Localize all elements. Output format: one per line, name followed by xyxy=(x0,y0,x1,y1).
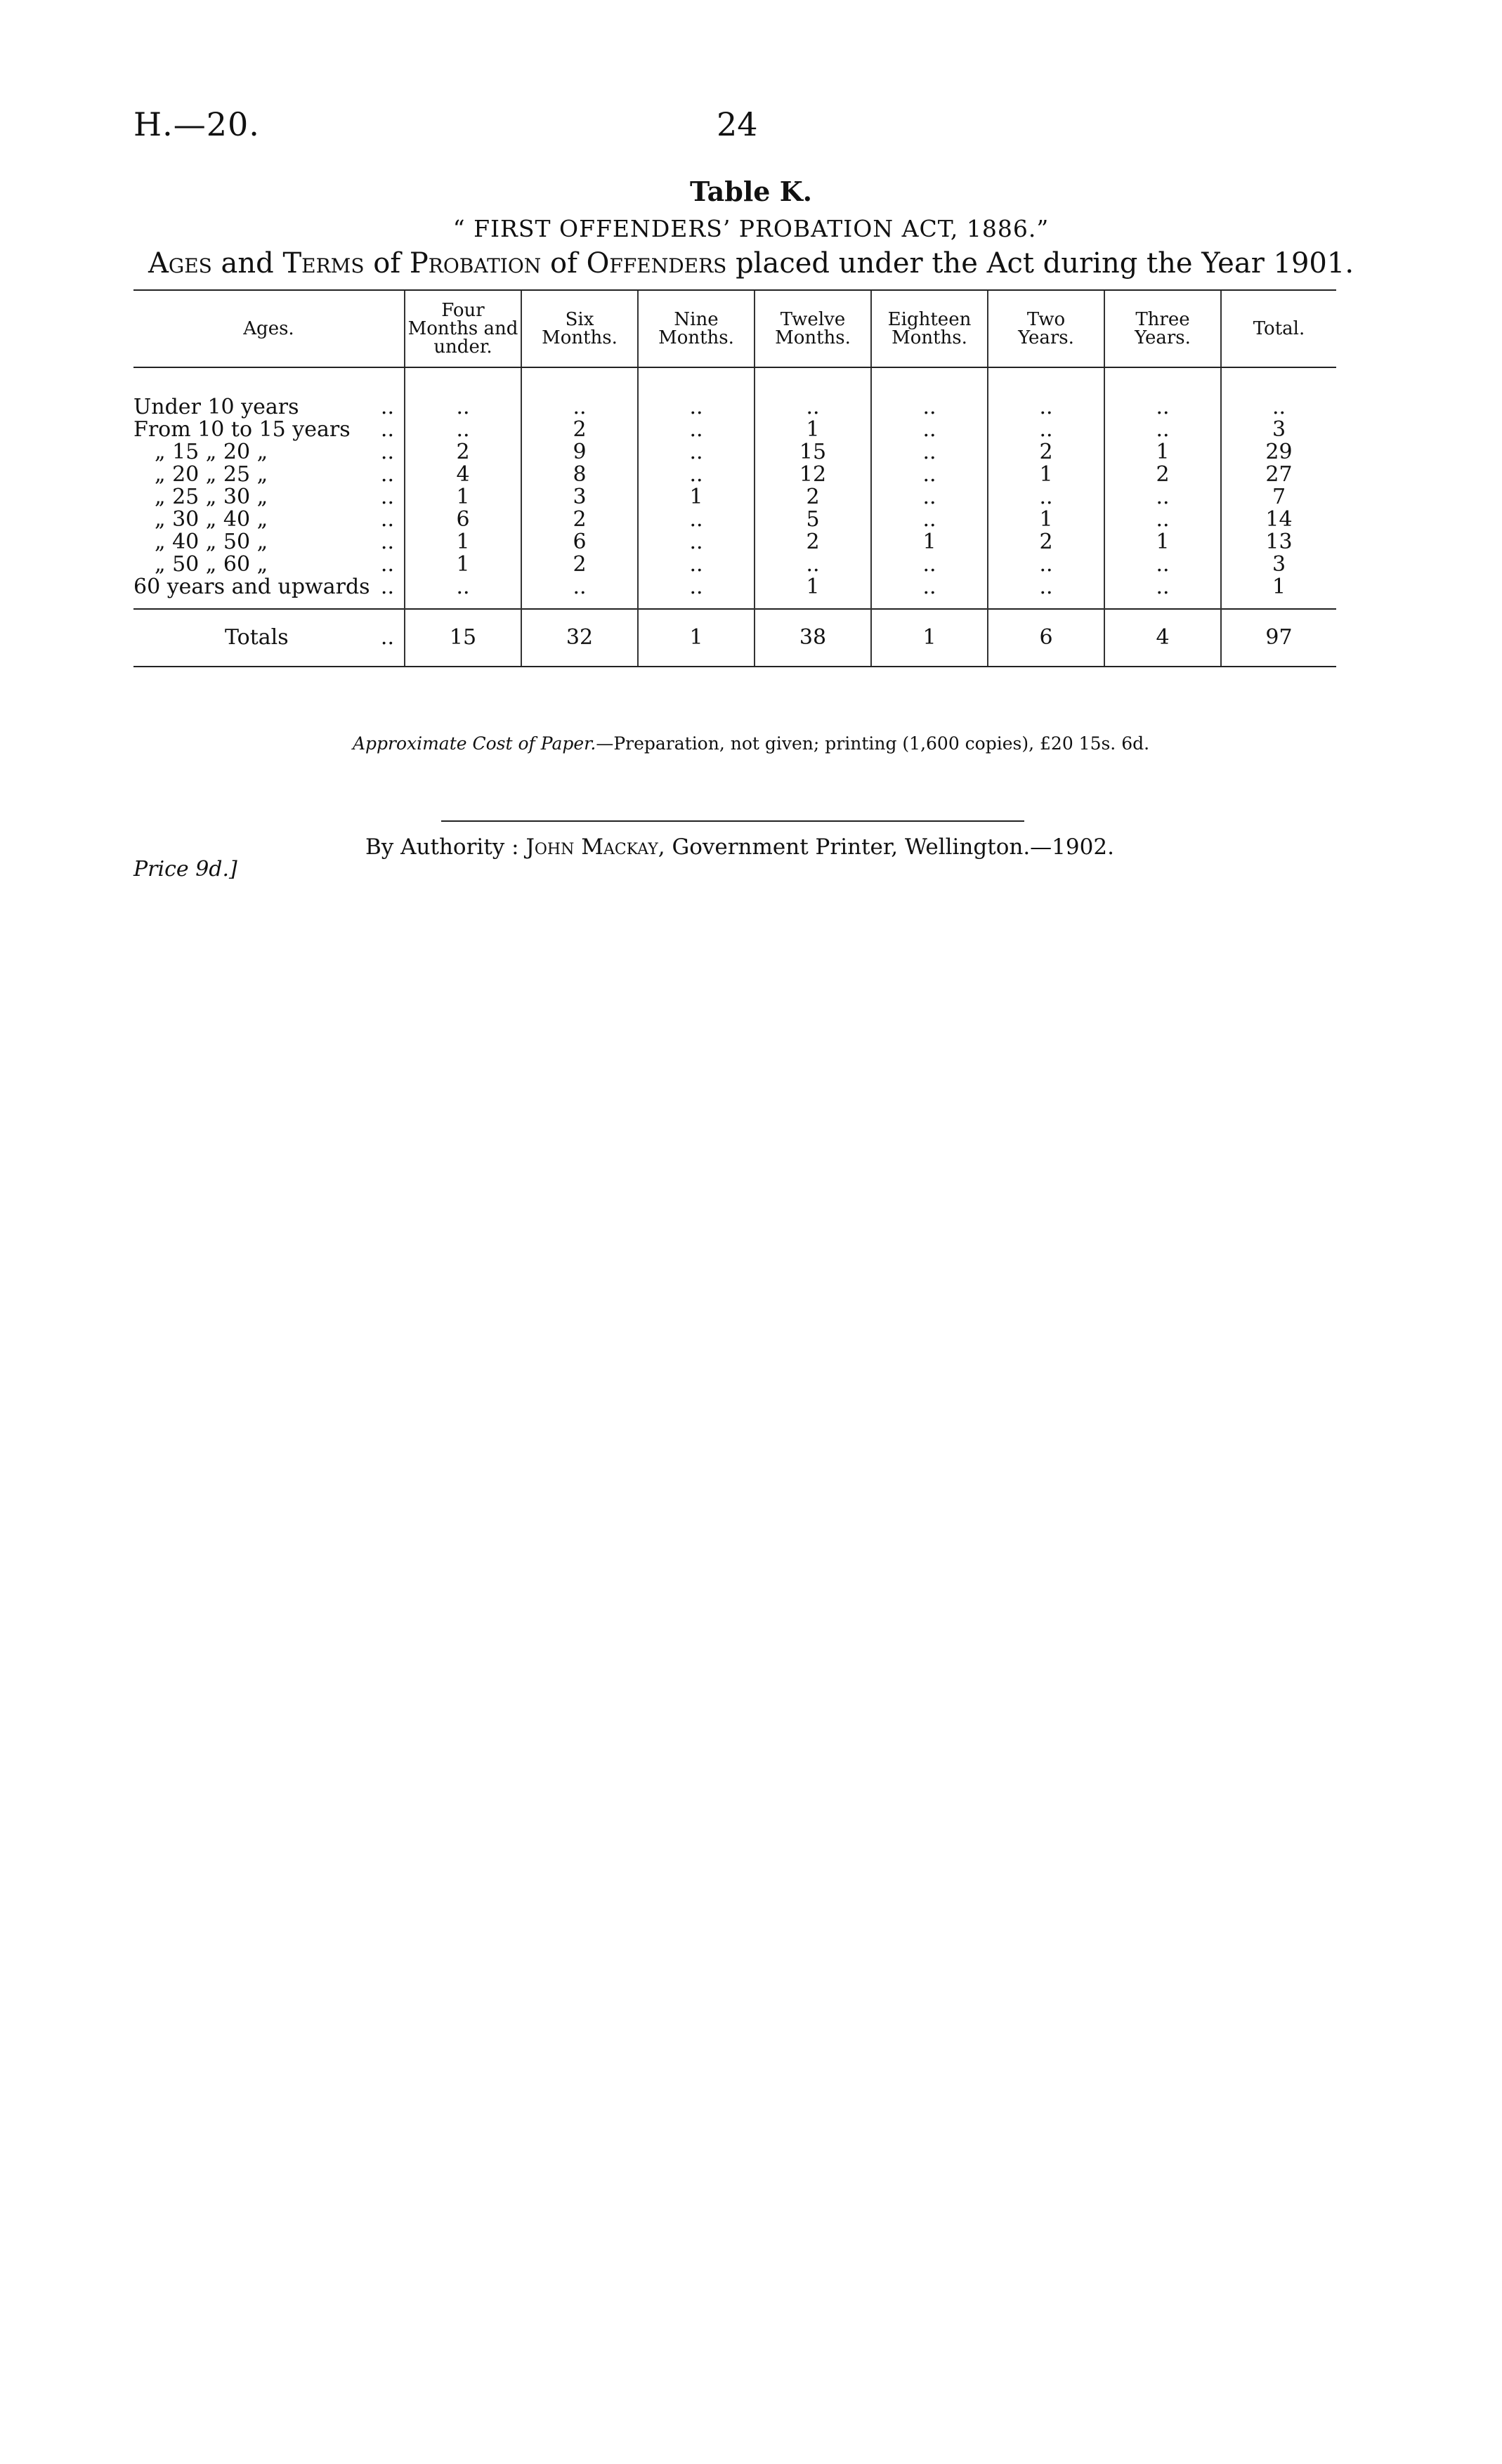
leader-dots: .. xyxy=(380,485,394,509)
col-header-total xyxy=(1221,290,1336,367)
col-header-line: Months. xyxy=(542,327,618,348)
table-cell: .. xyxy=(638,576,755,609)
table-cell: .. xyxy=(1104,553,1221,576)
table-cell: 1 xyxy=(988,464,1104,486)
caption-word: of xyxy=(373,247,401,280)
caption-word: of xyxy=(550,247,577,280)
table-cell: .. xyxy=(1104,509,1221,531)
header-row xyxy=(133,290,1336,367)
table-cell: .. xyxy=(871,576,988,609)
row-label-cell xyxy=(133,609,405,667)
caption-word: Offenders xyxy=(586,247,727,280)
table-cell: .. xyxy=(755,367,871,419)
row-label: „ 30 „ 40 „ xyxy=(155,507,268,532)
table-cell: .. xyxy=(638,553,755,576)
table-row xyxy=(133,486,1336,509)
table-cell: 12 xyxy=(755,464,871,486)
row-label-cell xyxy=(133,576,405,609)
total-cell: 32 xyxy=(521,609,638,667)
col-header-line: Months. xyxy=(658,327,734,348)
caption-word: Ages xyxy=(148,247,212,280)
table-row xyxy=(133,464,1336,486)
table-cell: .. xyxy=(638,509,755,531)
col-header-six-months xyxy=(521,290,638,367)
table-cell: .. xyxy=(988,576,1104,609)
col-header-three-years xyxy=(1104,290,1221,367)
table-cell: 29 xyxy=(1221,441,1336,464)
col-header-twelve-months xyxy=(755,290,871,367)
table-cell: 1 xyxy=(1104,441,1221,464)
row-label-cell xyxy=(133,531,405,553)
table-cell: 13 xyxy=(1221,531,1336,553)
table-cell: .. xyxy=(1104,419,1221,441)
table-cell: 2 xyxy=(755,486,871,509)
row-label: 60 years and upwards xyxy=(133,575,370,599)
table-cell: .. xyxy=(871,486,988,509)
table-cell: .. xyxy=(871,367,988,419)
table-header xyxy=(133,290,1336,367)
table-cell: 2 xyxy=(755,531,871,553)
table-cell: 15 xyxy=(755,441,871,464)
table-cell: .. xyxy=(871,441,988,464)
table-title: Table K. xyxy=(690,176,812,207)
table-cell: .. xyxy=(755,553,871,576)
table-cell: 6 xyxy=(521,531,638,553)
col-header-line: Years. xyxy=(1018,327,1074,348)
table-cell: 1 xyxy=(755,576,871,609)
col-header-line: Three xyxy=(1135,309,1190,330)
table-row xyxy=(133,553,1336,576)
col-header-line: under. xyxy=(433,336,492,358)
printer-authority xyxy=(365,834,1114,860)
table-row xyxy=(133,441,1336,464)
leader-dots: .. xyxy=(380,575,394,599)
table-cell: 1 xyxy=(1221,576,1336,609)
cost-text: —Preparation, not given; printing (1,600 copies), £20 15s. 6d. xyxy=(596,733,1150,754)
table-cell: .. xyxy=(988,553,1104,576)
table-cell: 7 xyxy=(1221,486,1336,509)
table-cell: .. xyxy=(988,419,1104,441)
leader-dots: .. xyxy=(380,552,394,577)
table-cell: 4 xyxy=(405,464,521,486)
col-header-line: Nine xyxy=(674,309,719,330)
table-cell: 9 xyxy=(521,441,638,464)
table-row xyxy=(133,367,1336,419)
col-header-label: Total. xyxy=(1253,318,1305,339)
leader-dots: .. xyxy=(380,462,394,487)
table-cell: 3 xyxy=(521,486,638,509)
table-body xyxy=(133,367,1336,667)
leader-dots: .. xyxy=(380,395,394,419)
table-cell: 1 xyxy=(871,531,988,553)
table-cell: 1 xyxy=(405,486,521,509)
table-cell: .. xyxy=(405,367,521,419)
table-cell: .. xyxy=(871,464,988,486)
leader-dots: .. xyxy=(380,507,394,532)
row-label-cell xyxy=(133,486,405,509)
table-cell: .. xyxy=(638,419,755,441)
col-header-two-years xyxy=(988,290,1104,367)
row-label: „ 20 „ 25 „ xyxy=(155,462,268,487)
table-cell: 5 xyxy=(755,509,871,531)
table-cell: 3 xyxy=(1221,553,1336,576)
table-cell: .. xyxy=(1104,486,1221,509)
table-cell: .. xyxy=(1221,367,1336,419)
row-label-cell xyxy=(133,419,405,441)
row-label-cell xyxy=(133,464,405,486)
total-cell: 1 xyxy=(638,609,755,667)
table-cell: 2 xyxy=(405,441,521,464)
col-header-label: Ages. xyxy=(243,318,294,339)
col-header-nine-months xyxy=(638,290,755,367)
table-cell: .. xyxy=(638,367,755,419)
authority-prefix: By Authority : xyxy=(365,834,519,860)
col-header-line: Months. xyxy=(775,327,851,348)
total-cell: 4 xyxy=(1104,609,1221,667)
table-cell: 1 xyxy=(988,509,1104,531)
table-cell: .. xyxy=(638,441,755,464)
row-label-cell xyxy=(133,509,405,531)
table-cell: .. xyxy=(1104,367,1221,419)
document-code: H.—20. xyxy=(133,105,260,143)
price-label: Price 9d.] xyxy=(133,857,237,882)
col-header-line: Six xyxy=(565,309,594,330)
row-label: „ 15 „ 20 „ xyxy=(155,440,268,464)
total-cell: 6 xyxy=(988,609,1104,667)
col-header-line: Eighteen xyxy=(887,309,972,330)
col-header-line: Months. xyxy=(892,327,967,348)
caption-word: and xyxy=(221,247,274,280)
col-header-ages xyxy=(133,290,405,367)
totals-row xyxy=(133,609,1336,667)
caption-word: Terms xyxy=(282,247,365,280)
table-cell: 3 xyxy=(1221,419,1336,441)
table-row xyxy=(133,509,1336,531)
table-cell: .. xyxy=(988,367,1104,419)
table-cell: 2 xyxy=(988,531,1104,553)
col-header-line: Twelve xyxy=(780,309,846,330)
cost-label: Approximate Cost of Paper. xyxy=(352,733,596,754)
table-cell: 1 xyxy=(1104,531,1221,553)
table-cell: 27 xyxy=(1221,464,1336,486)
table-cell: 2 xyxy=(521,553,638,576)
cost-note xyxy=(0,733,1502,754)
row-label: Under 10 years xyxy=(133,395,299,419)
leader-dots: .. xyxy=(380,530,394,554)
table-cell: 14 xyxy=(1221,509,1336,531)
totals-label: Totals xyxy=(225,625,289,650)
divider-rule xyxy=(441,820,1024,822)
table-row xyxy=(133,576,1336,609)
table-cell: .. xyxy=(988,486,1104,509)
table-caption xyxy=(0,247,1502,280)
col-header-four-months xyxy=(405,290,521,367)
table-cell: 6 xyxy=(405,509,521,531)
table-cell: 2 xyxy=(988,441,1104,464)
table-cell: 8 xyxy=(521,464,638,486)
total-cell: 38 xyxy=(755,609,871,667)
table-cell: 2 xyxy=(521,419,638,441)
authority-suffix: , Government Printer, Wellington.—1902. xyxy=(658,834,1114,860)
table-cell: 1 xyxy=(405,531,521,553)
table-cell: .. xyxy=(405,576,521,609)
row-label-cell xyxy=(133,553,405,576)
table-subtitle: “ FIRST OFFENDERS’ PROBATION ACT, 1886.” xyxy=(452,215,1050,242)
table-row xyxy=(133,531,1336,553)
caption-word: placed under the Act during the Year 1901. xyxy=(736,247,1354,280)
page-number: 24 xyxy=(717,105,758,143)
total-cell: 1 xyxy=(871,609,988,667)
table-cell: 2 xyxy=(521,509,638,531)
row-label-cell xyxy=(133,367,405,419)
row-label: From 10 to 15 years xyxy=(133,417,351,442)
leader-dots: .. xyxy=(380,440,394,464)
printer-name: John Mackay xyxy=(525,834,658,860)
table-cell: .. xyxy=(405,419,521,441)
row-label: „ 40 „ 50 „ xyxy=(155,530,268,554)
table-cell: .. xyxy=(871,419,988,441)
row-label: „ 50 „ 60 „ xyxy=(155,552,268,577)
row-label-cell xyxy=(133,441,405,464)
table-cell: 2 xyxy=(1104,464,1221,486)
leader-dots: .. xyxy=(380,417,394,442)
table-cell: .. xyxy=(871,553,988,576)
col-header-line: Months and xyxy=(407,318,518,339)
col-header-line: Years. xyxy=(1135,327,1191,348)
total-cell: 97 xyxy=(1221,609,1336,667)
table-cell: .. xyxy=(871,509,988,531)
table-cell: .. xyxy=(638,531,755,553)
col-header-line: Two xyxy=(1026,309,1066,330)
col-header-line: Four xyxy=(441,300,485,321)
total-cell: 15 xyxy=(405,609,521,667)
probation-table xyxy=(133,289,1336,667)
caption-word: Probation xyxy=(409,247,542,280)
table-cell: .. xyxy=(638,464,755,486)
table-cell: 1 xyxy=(755,419,871,441)
row-label: „ 25 „ 30 „ xyxy=(155,485,268,509)
table-cell: .. xyxy=(521,367,638,419)
table-cell: 1 xyxy=(405,553,521,576)
col-header-eighteen-months xyxy=(871,290,988,367)
table-cell: 1 xyxy=(638,486,755,509)
table-cell: .. xyxy=(521,576,638,609)
table-cell: .. xyxy=(1104,576,1221,609)
table-row xyxy=(133,419,1336,441)
leader-dots: .. xyxy=(380,625,394,650)
